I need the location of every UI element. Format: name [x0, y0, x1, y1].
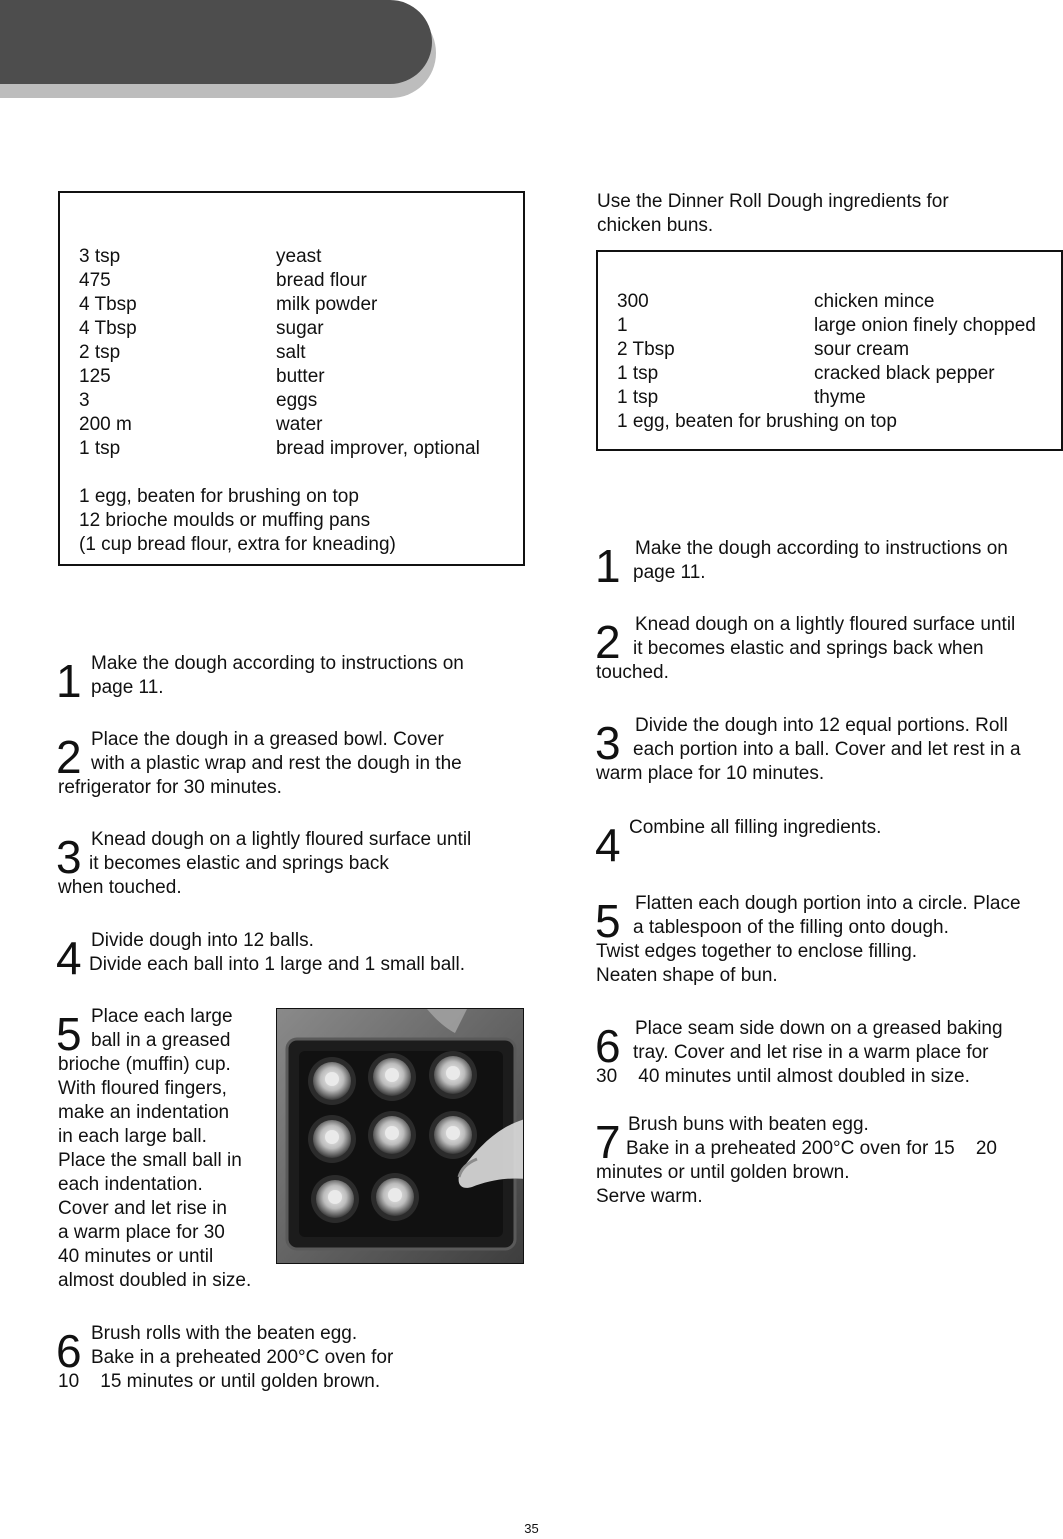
ingredient-qty: 3 [79, 390, 90, 411]
step-text-line: make an indentation [58, 1102, 230, 1123]
step-number: 5 [56, 1008, 82, 1060]
ingredient-item: chicken mince [814, 291, 935, 312]
ingredient-item: sour cream [814, 339, 910, 360]
step-text-line: page 11. [91, 677, 164, 698]
chicken-buns-intro: Use the Dinner Roll Dough ingredients for [597, 191, 949, 212]
ingredient-qty: 3 tsp [79, 246, 121, 267]
ingredient-item: cracked black pepper [814, 363, 995, 384]
step-text-line: each portion into a ball. Cover and let rest in a [633, 739, 1021, 760]
step-text-line: Bake in a preheated 200°C oven for [91, 1347, 394, 1368]
step-text-line: Serve warm. [596, 1186, 703, 1207]
step-number: 4 [595, 819, 621, 871]
step-text-line: when touched. [58, 877, 182, 898]
step-number: 3 [56, 831, 82, 883]
step-text-line: Flatten each dough portion into a circle. Place [635, 893, 1021, 914]
chicken-buns-intro: chicken buns. [597, 215, 714, 236]
ingredient-qty: 4 Tbsp [79, 318, 137, 339]
step-number: 2 [56, 731, 82, 783]
step-text-line: Brush rolls with the beaten egg. [91, 1323, 358, 1344]
page-number: 35 [524, 1521, 539, 1536]
ingredient-qty: 2 tsp [79, 342, 121, 363]
step-text-line: Make the dough according to instructions on [91, 653, 464, 674]
ingredient-item: bread flour [276, 270, 367, 291]
step-text-line: With floured fingers, [58, 1078, 227, 1099]
ingredient-qty: 1 [617, 315, 628, 336]
step-text-line: a tablespoon of the filling onto dough. [633, 917, 949, 938]
step-number: 6 [595, 1020, 621, 1072]
ingredient-qty: 1 tsp [79, 438, 121, 459]
step-text-line: Divide dough into 12 balls. [91, 930, 314, 951]
step-text-line: Twist edges together to enclose filling. [596, 941, 918, 962]
step-text-line: in each large ball. [58, 1126, 207, 1147]
step-text-line: Divide the dough into 12 equal portions. Roll [635, 715, 1008, 736]
ingredient-qty: 125 [79, 366, 111, 387]
ingredient-item: yeast [276, 246, 322, 267]
ingredient-extra: 1 egg, beaten for brushing on top [79, 486, 359, 507]
step-number: 1 [595, 540, 621, 592]
ingredient-item: large onion finely chopped [814, 315, 1036, 336]
ingredient-item: salt [276, 342, 306, 363]
step-text-line: Make the dough according to instructions on [635, 538, 1008, 559]
step-number: 1 [56, 655, 82, 707]
step-number: 6 [56, 1325, 82, 1377]
step-number: 3 [595, 717, 621, 769]
step-text-line: each indentation. [58, 1174, 203, 1195]
ingredient-item: milk powder [276, 294, 378, 315]
step-text-line: Neaten shape of bun. [596, 965, 778, 986]
ingredient-item: sugar [276, 318, 324, 339]
step-text-line: Knead dough on a lightly floured surface until [635, 614, 1016, 635]
ingredient-item: water [276, 414, 323, 435]
step-text-line: 30 40 minutes until almost doubled in size. [596, 1066, 970, 1087]
ingredient-extra: 1 egg, beaten for brushing on top [617, 411, 897, 432]
step-text-line: almost doubled in size. [58, 1270, 252, 1291]
ingredient-qty: 300 [617, 291, 649, 312]
step-text-line: tray. Cover and let rise in a warm place for [633, 1042, 989, 1063]
ingredient-qty: 4 Tbsp [79, 294, 137, 315]
step-text-line: page 11. [633, 562, 706, 583]
step-text-line: it becomes elastic and springs back [89, 853, 389, 874]
ingredient-extra: 12 brioche moulds or muffing pans [79, 510, 371, 531]
step-text-line: Bake in a preheated 200°C oven for 15 20 [626, 1138, 997, 1159]
step-text-line: it becomes elastic and springs back when [633, 638, 984, 659]
ingredient-qty: 1 tsp [617, 363, 659, 384]
step-text-line: brioche (muffin) cup. [58, 1054, 231, 1075]
ingredient-item: eggs [276, 390, 318, 411]
step-text-line: Place the small ball in [58, 1150, 242, 1171]
step-text-line: 40 minutes or until [58, 1246, 214, 1267]
step-text-line: warm place for 10 minutes. [596, 763, 825, 784]
ingredient-qty: 475 [79, 270, 111, 291]
step-text-line: minutes or until golden brown. [596, 1162, 850, 1183]
ingredient-extra: (1 cup bread flour, extra for kneading) [79, 534, 396, 555]
step-text-line: Divide each ball into 1 large and 1 small ball. [89, 954, 465, 975]
step-number: 4 [56, 932, 82, 984]
step-text-line: touched. [596, 662, 669, 683]
ingredient-qty: 2 Tbsp [617, 339, 675, 360]
step-text-line: Combine all filling ingredients. [629, 817, 882, 838]
ingredient-qty: 1 tsp [617, 387, 659, 408]
step-number: 5 [595, 895, 621, 947]
brioche-tray-photo [276, 1008, 524, 1264]
step-text-line: Knead dough on a lightly floured surface until [91, 829, 472, 850]
step-number: 2 [595, 616, 621, 668]
ingredient-item: butter [276, 366, 325, 387]
ingredient-item: bread improver, optional [276, 438, 480, 459]
step-text-line: with a plastic wrap and rest the dough in the [91, 753, 462, 774]
step-text-line: Place each large [91, 1006, 233, 1027]
step-number: 7 [595, 1116, 621, 1168]
step-text-line: Brush buns with beaten egg. [628, 1114, 869, 1135]
step-text-line: Place seam side down on a greased baking [635, 1018, 1003, 1039]
step-text-line: a warm place for 30 [58, 1222, 225, 1243]
step-text-line: refrigerator for 30 minutes. [58, 777, 282, 798]
step-text-line: ball in a greased [91, 1030, 231, 1051]
ingredient-qty: 200 m [79, 414, 132, 435]
header-tab [0, 0, 432, 84]
step-text-line: Place the dough in a greased bowl. Cover [91, 729, 444, 750]
step-text-line: Cover and let rise in [58, 1198, 227, 1219]
step-text-line: 10 15 minutes or until golden brown. [58, 1371, 381, 1392]
ingredient-item: thyme [814, 387, 866, 408]
